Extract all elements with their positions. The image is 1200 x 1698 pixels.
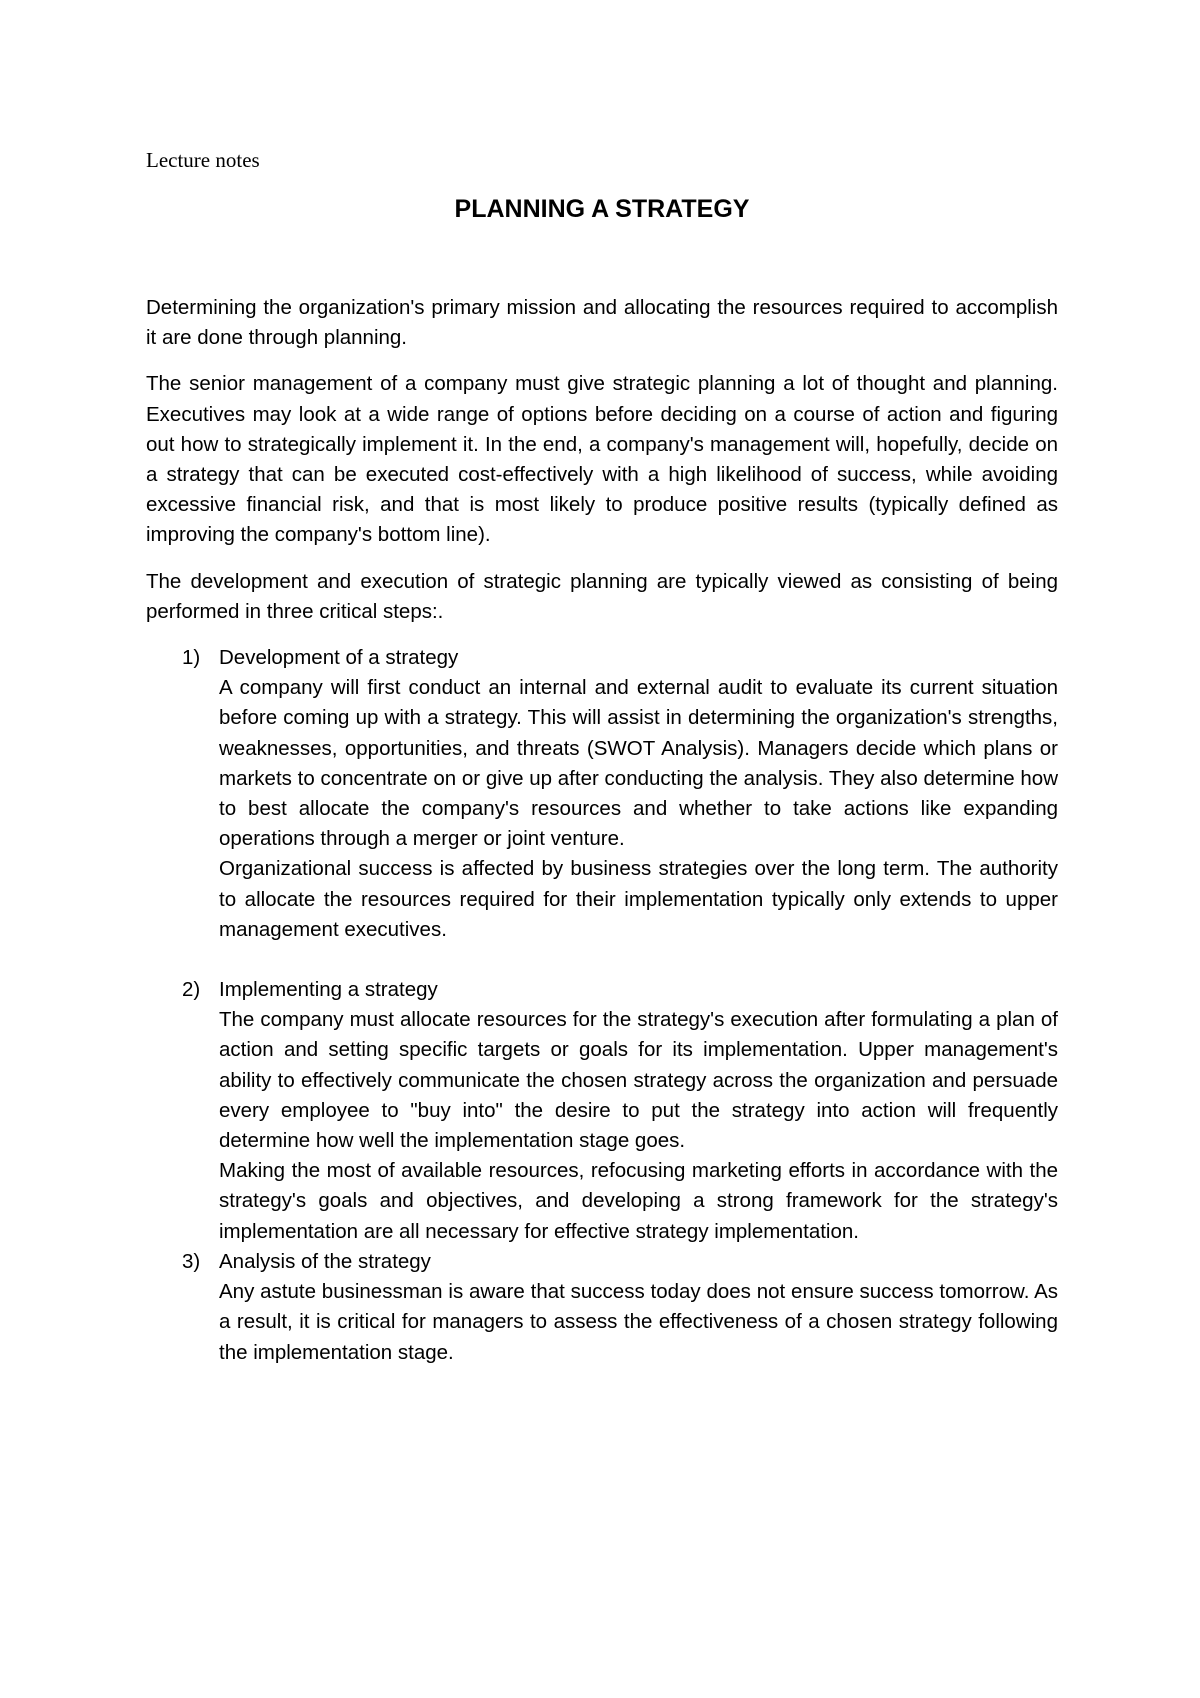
- list-item-title: Implementing a strategy: [219, 978, 438, 1002]
- spacer: [219, 945, 1058, 975]
- document-title: PLANNING A STRATEGY: [454, 195, 750, 223]
- steps-list: [146, 643, 1058, 1368]
- list-item-number: 1): [182, 646, 201, 670]
- intro-paragraph-2: The senior management of a company must give strategic planning a lot of thought and planning. Executives may look at a wide range of options before deciding on a course of action and figuring out how to strategically implement it. In the end, a company's management will, hopefully, decide on a strategy that can be executed cost-effectively with a high likelihood of success, while avoiding excessive financial risk, and that is most likely to produce positive results (typically defined as improving the company's bottom line).: [146, 372, 1058, 547]
- list-item-paragraph: A company will first conduct an internal and external audit to evaluate its current situation before coming up with a strategy. This will assist in determining the organization's strengths, weaknesses, opportunities, and threats (SWOT Analysis). Managers decide which plans or markets to concentrate on or give up after conducting the analysis. They also determine how to best allocate the company's resources and whether to take actions like expanding operations through a merger or joint venture.: [219, 676, 1058, 851]
- intro-paragraph-3: The development and execution of strategic planning are typically viewed as consisting of being performed in three critical steps:.: [146, 569, 1058, 623]
- document-body: [146, 293, 1058, 1368]
- list-item-analysis: [146, 1247, 1058, 1368]
- list-item-title: Analysis of the strategy: [219, 1249, 431, 1273]
- document-label: Lecture notes: [146, 148, 260, 172]
- list-item-number: 3): [182, 1249, 201, 1273]
- list-item-number: 2): [182, 978, 201, 1002]
- list-item-paragraph: Making the most of available resources, refocusing marketing efforts in accordance with the strategy's goals and objectives, and developing a strong framework for the strategy's implementation are all necessary for effective strategy implementation.: [219, 1159, 1058, 1243]
- list-item-paragraph: The company must allocate resources for the strategy's execution after formulating a plan of action and setting specific targets or goals for its implementation. Upper management's ability to effectively communicate the chosen strategy across the organization and persuade every employee to "buy into" the desire to put the strategy into action will frequently determine how well the implementation stage goes.: [219, 1008, 1058, 1153]
- list-item-title: Development of a strategy: [219, 646, 459, 670]
- list-item-paragraph: Any astute businessman is aware that success today does not ensure success tomorrow. As a result, it is critical for managers to assess the effectiveness of a chosen strategy following the implementation stage.: [219, 1280, 1058, 1364]
- list-item-implementing: [146, 975, 1058, 1247]
- list-item-development: [146, 643, 1058, 975]
- intro-paragraph-1: Determining the organization's primary mission and allocating the resources required to accomplish it are done through planning.: [146, 296, 1058, 350]
- list-item-paragraph: Organizational success is affected by business strategies over the long term. The authority to allocate the resources required for their implementation typically only extends to upper management executives.: [219, 857, 1058, 941]
